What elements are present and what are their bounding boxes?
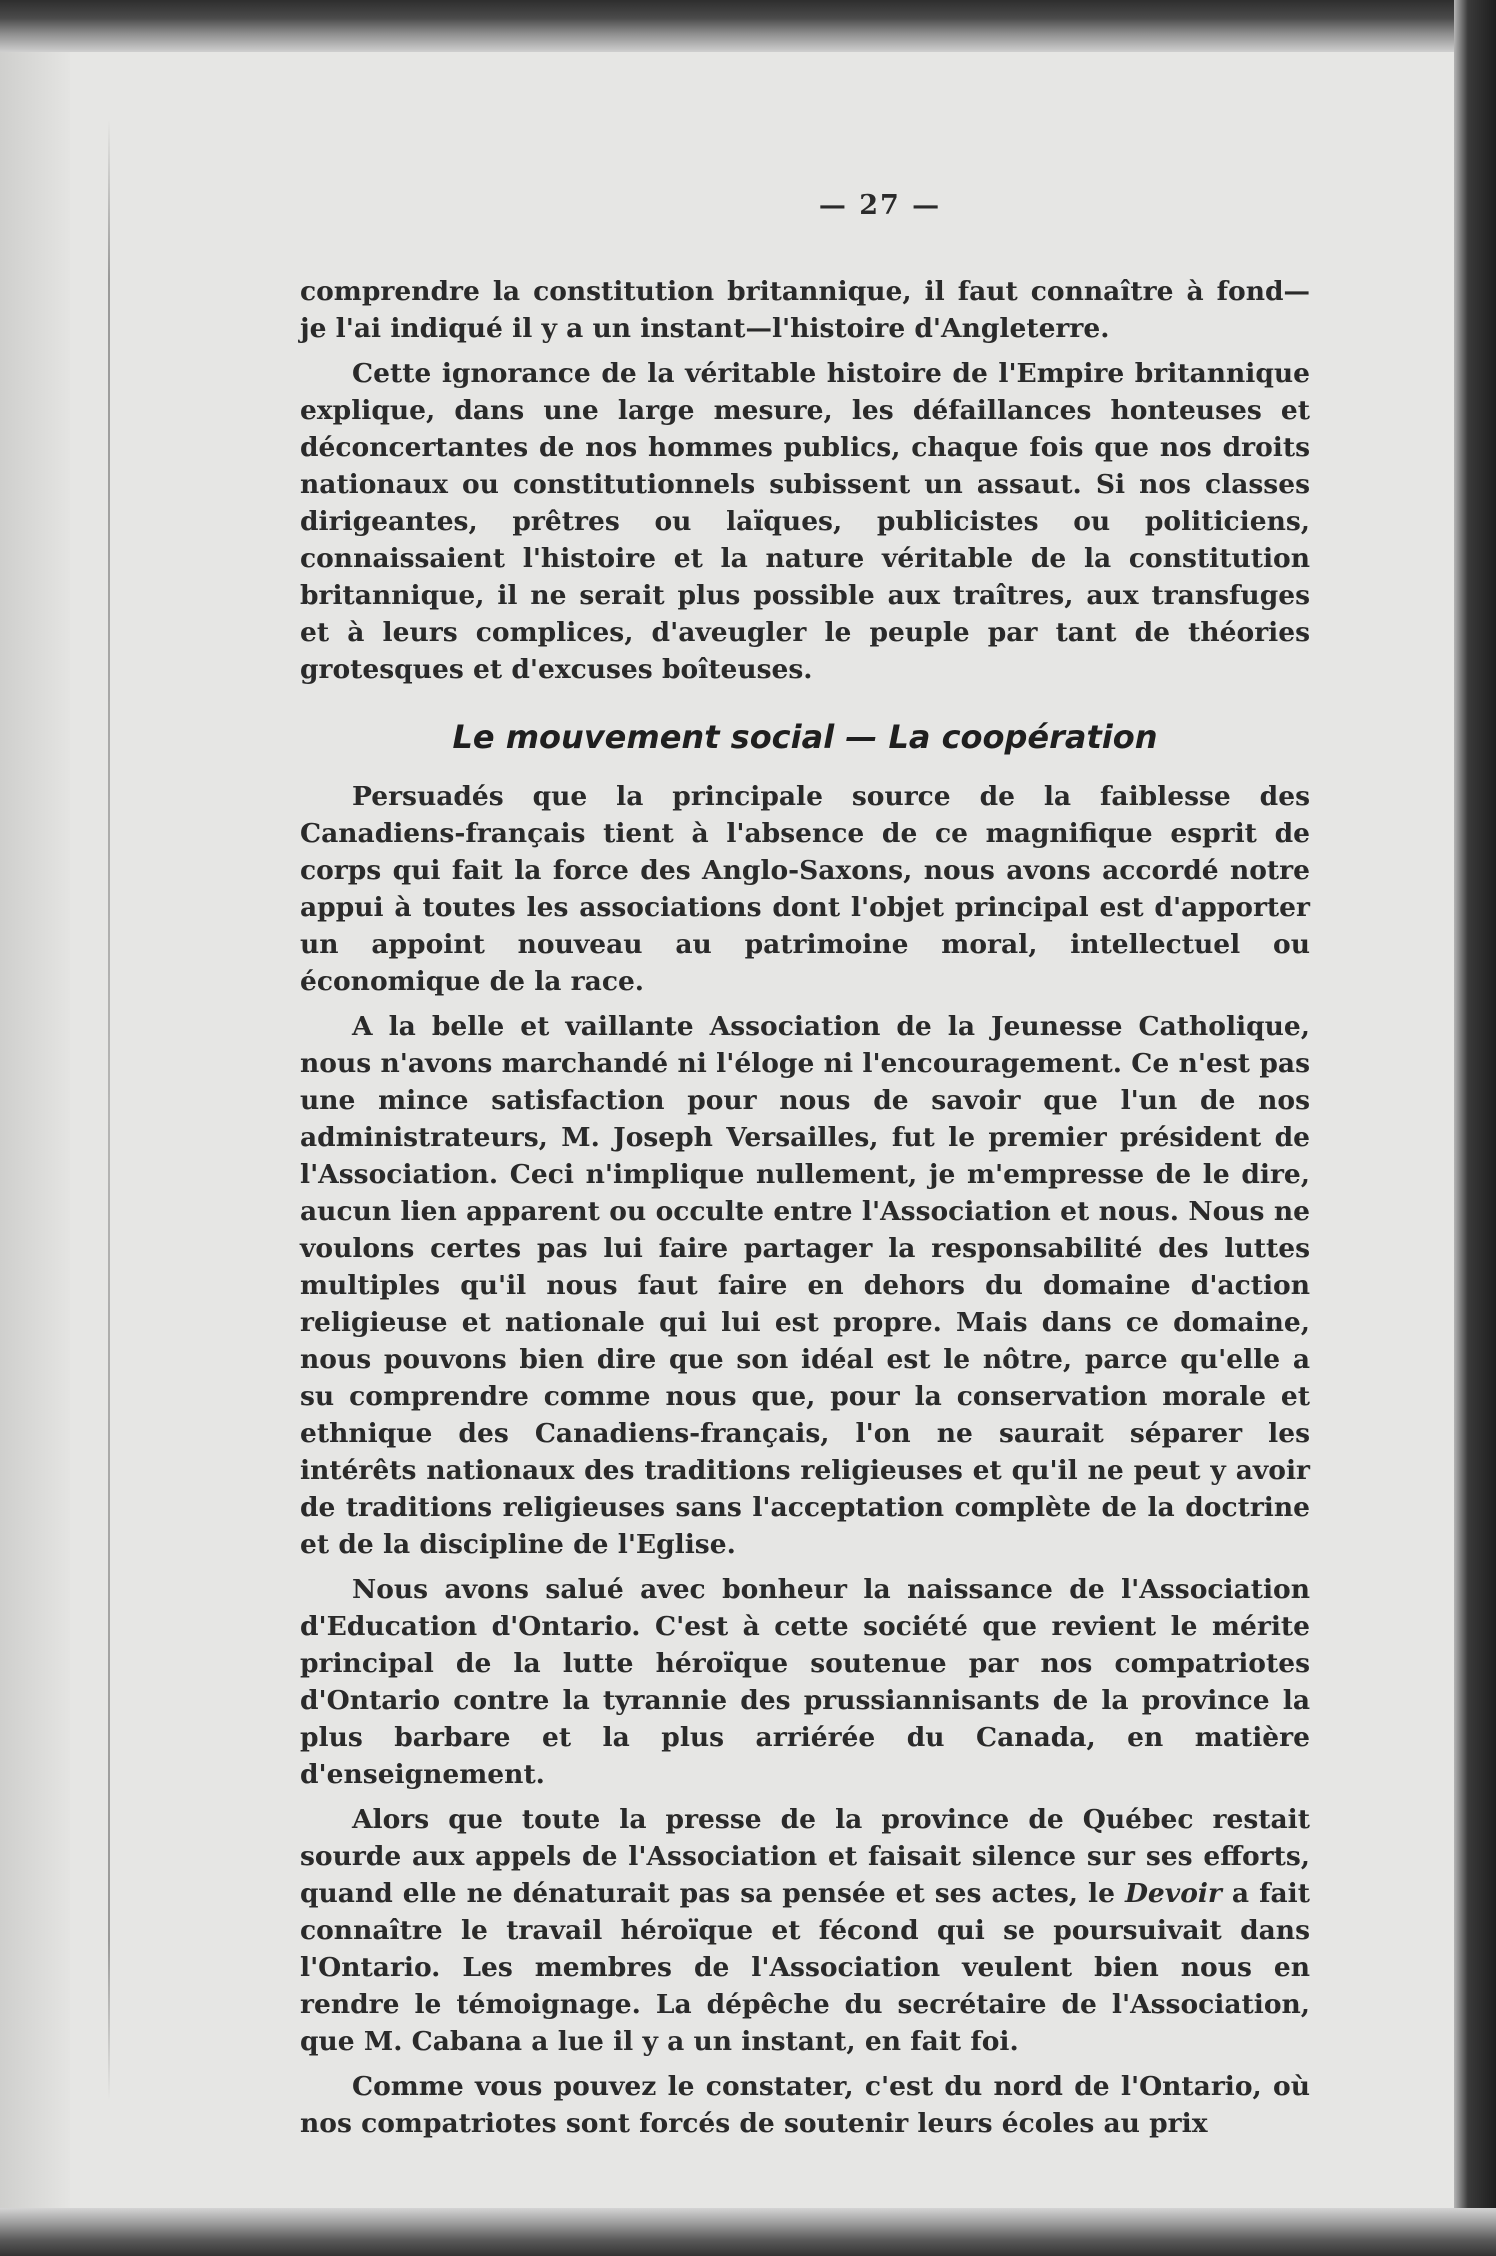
paragraph-association-ontario: Nous avons salué avec bonheur la naissance de l'Association d'Education d'Ontario. C'est à cette société que revient le mérite principal de la lutte héroïque soutenue par nos compatriotes d'Ontario contre la tyrannie des prussiannisants de la province la plus barbare et la plus arriérée du Canada, en matière d'enseignement. [300,1574,1310,1790]
paragraph-devoir-italic: Devoir [1124,1878,1222,1909]
scan-right-border [1454,0,1496,2256]
section-heading: Le mouvement social — La coopération [452,718,1158,756]
page-number: — 27 — [818,190,942,221]
paragraph-ignorance: Cette ignorance de la véritable histoire de l'Empire britannique explique, dans une large mesure, les défaillances honteuses et déconcertantes de nos hommes publics, chaque fois que nos droits nationaux ou constitutionnels subissent un assaut. Si nos classes dirigeantes, prêtres ou laïques, publicistes ou politiciens, connaissaient l'histoire et la nature véritable de la constitution britannique, il ne serait plus possible aux traîtres, aux transfuges et à leurs complices, d'aveugler le peuple par tant de théories grotesques et d'excuses boîteuses. [300,358,1310,685]
scan-top-border [0,0,1496,52]
paragraph-devoir [300,1801,1310,2060]
document-page [300,190,1310,2150]
paragraph-jeunesse-catholique: A la belle et vaillante Association de la Jeunesse Catholique, nous n'avons marchandé ni l'éloge ni l'encouragement. Ce n'est pas une mince satisfaction pour nous de savoir que l'un de nos administrateurs, M. Joseph Versailles, fut le premier président de l'Association. Ceci n'implique nullement, je m'empresse de le dire, aucun lien apparent ou occulte entre l'Association et nous. Nous ne voulons certes pas lui faire partager la responsabilité des luttes multiples qu'il nous faut faire en dehors du domaine d'action religieuse et nationale qui lui est propre. Mais dans ce domaine, nous pouvons bien dire que son idéal est le nôtre, parce qu'elle a su comprendre comme nous que, pour la conservation morale et ethnique des Canadiens-français, l'on ne saurait séparer les intérêts nationaux des traditions religieuses et qu'il ne peut y avoir de traditions religieuses sans l'acceptation complète de la doctrine et de la discipline de l'Eglise. [300,1011,1310,1560]
paragraph-last: Comme vous pouvez le constater, c'est du nord de l'Ontario, où nos compatriotes sont forcés de soutenir leurs écoles au prix [300,2071,1310,2139]
scan-bottom-border [0,2208,1496,2256]
paragraph-continuation: comprendre la constitution britannique, il faut connaître à fond— je l'ai indiqué il y a un instant—l'histoire d'Angleterre. [300,276,1310,344]
binding-edge-line [108,120,110,2100]
paragraph-devoir-after: a fait connaître le travail héroïque et fécond qui se poursuivait dans l'Ontario. Les membres de l'Association veulent bien nous en rendre le témoignage. La dépêche du secrétaire de l'Association, que M. Cabana a lue il y a un instant, en fait foi. [300,1878,1310,2057]
paragraph-persuades: Persuadés que la principale source de la faiblesse des Canadiens-français tient à l'absence de ce magnifique esprit de corps qui fait la force des Anglo-Saxons, nous avons accordé notre appui à toutes les associations dont l'objet principal est d'apporter un appoint nouveau au patrimoine moral, intellectuel ou économique de la race. [300,781,1310,997]
scan-left-shadow [0,52,70,2208]
paragraph-devoir-before: Alors que toute la presse de la province de Québec restait sourde aux appels de l'Association et faisait silence sur ses efforts, quand elle ne dénaturait pas sa pensée et ses actes, le [300,1804,1310,1909]
